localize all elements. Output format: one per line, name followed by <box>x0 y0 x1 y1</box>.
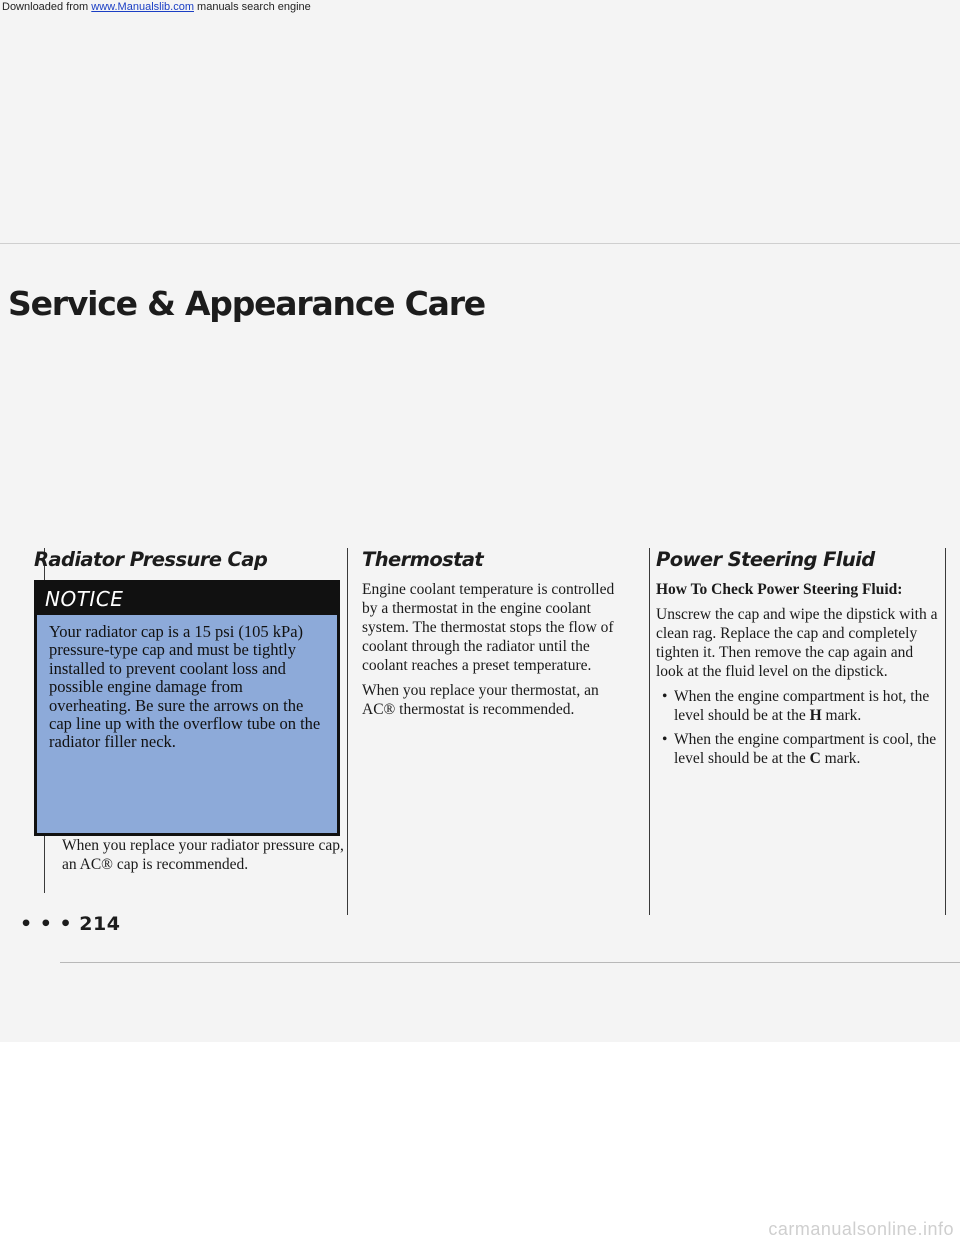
download-banner <box>0 0 960 14</box>
banner-suffix: manuals search engine <box>193 1 311 13</box>
cool-mark: C <box>809 750 821 767</box>
thermostat-paragraph-2: When you replace your thermostat, an AC® thermostat is recommended. <box>362 682 599 718</box>
notice-box <box>34 580 340 836</box>
steering-paragraph: Unscrew the cap and wipe the dipstick with a clean rag. Replace the cap and completely tighten it. Then remove the cap again and look at the fluid level on the dipstick. <box>656 606 938 680</box>
column-rule-3 <box>649 548 650 915</box>
page-number: • • • 214 <box>20 913 121 935</box>
steering-column <box>656 548 940 773</box>
bullet-cool: • When the engine compartment is cool, the level should be at the C mark. <box>656 730 940 768</box>
footer-band <box>0 1042 960 1242</box>
hot-mark: H <box>809 707 822 724</box>
radiator-heading: Radiator Pressure Cap <box>34 548 268 571</box>
thermostat-paragraph-1: Engine coolant temperature is controlled by a thermostat in the engine coolant system. The thermostat stops the flow of coolant through the radiator until the coolant reaches a preset temperature. <box>362 581 615 674</box>
section-title: Service & Appearance Care <box>8 284 485 323</box>
steering-subheading: How To Check Power Steering Fluid: <box>656 581 903 598</box>
radiator-column <box>34 548 346 880</box>
thermostat-column <box>362 548 630 725</box>
banner-prefix: Downloaded from <box>2 1 92 13</box>
top-divider <box>0 243 960 244</box>
column-rule-2 <box>347 548 348 915</box>
steering-heading: Power Steering Fluid <box>656 548 875 571</box>
radiator-body: When you replace your radiator pressure cap, an AC® cap is recommended. <box>62 837 344 873</box>
notice-text: Your radiator cap is a 15 psi (105 kPa) pressure-type cap and must be tightly installed to prevent coolant loss and possible engine damage from overheating. Be sure the arrows on the cap line up with the overflow tube on the radiator filler neck. <box>49 622 321 752</box>
notice-label: NOTICE <box>37 583 337 615</box>
steering-bullets <box>656 687 940 768</box>
column-rule-4 <box>945 548 946 915</box>
bottom-divider <box>60 962 960 963</box>
thermostat-heading: Thermostat <box>362 548 484 571</box>
bullet-hot: • When the engine compartment is hot, the level should be at the H mark. <box>656 687 940 725</box>
watermark: carmanualsonline.info <box>768 1219 954 1239</box>
manualslib-link[interactable]: www.Manualslib.com <box>91 1 194 13</box>
